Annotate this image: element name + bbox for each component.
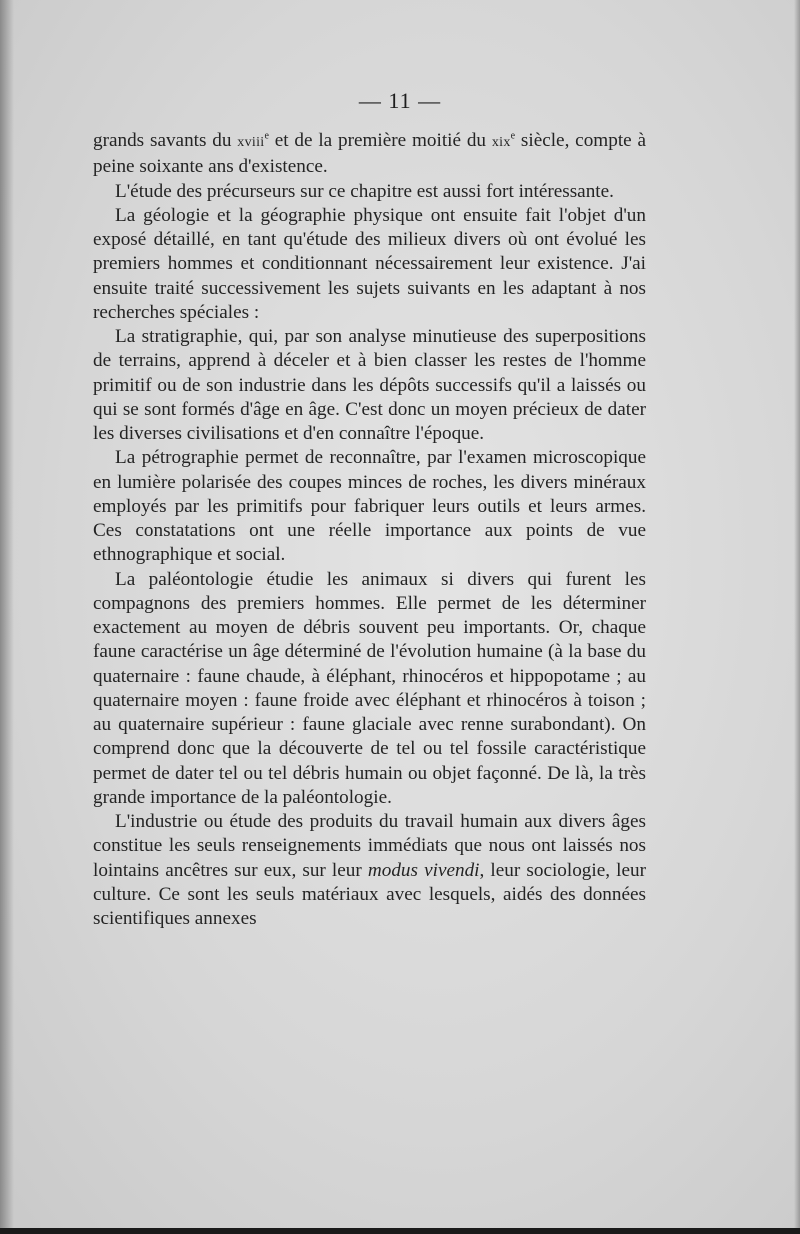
paragraph [93,810,646,931]
scan-border [0,1228,800,1234]
text-run: grands savants du [93,130,238,151]
page-number: — 11 — [358,88,442,113]
small-caps-text: xviii [237,135,265,150]
paragraph [93,129,646,180]
small-caps-text: xix [491,135,511,150]
text-run: La géologie et la géographie physique ont ensuite fait l'objet d'un exposé détaillé, en tant qu'étude des milieux divers où ont évolué les premiers hommes et conditionnant nécessairement leur existence. J'ai ensuite traité successivement les sujets suivants en les adaptant à nos recherches spéciales : [93,204,646,323]
text-run: L'industrie ou étude des produits du travail humain aux divers âges constitue les seuls renseignements immédiats que nous ont laissés nos lointains ancêtres sur eux, sur leur [93,811,646,881]
text-run: siècle, compte à peine soixante ans d'existence. [93,130,646,178]
body-text [93,129,646,931]
text-run: La stratigraphie, qui, par son analyse minutieuse des superpositions de terrains, apprend à déceler et à bien classer les restes de l'homme primitif ou de son industrie dans les dépôts successifs qu'il a laissés ou qui se sont formés d'âge en âge. C'est donc un moyen précieux de dater les diverses civilisations et d'en connaître l'époque. [93,326,646,444]
text-run: La paléontologie étudie les animaux si divers qui furent les compagnons des premiers hommes. Elle permet de les déterminer exactement au moyen de débris souvent peu importants. Or, chaque faune caractérise un âge déterminé de l'évolution humaine (à la base du quaternaire : faune chaude, à éléphant, rhinocéros et hippopotame ; au quaternaire moyen : faune froide avec éléphant et rhinocéros à toison ; au quaternaire supérieur : faune glaciale avec renne surabondant). On comprend donc que la découverte de tel ou tel fossile caractéristique permet de dater tel ou tel débris humain ou objet façonné. De là, la très grande importance de la paléontologie. [93,568,646,808]
paragraph [93,180,646,204]
superscript: e [510,130,516,142]
superscript: e [264,130,269,142]
paragraph [93,446,646,567]
page-edge [794,0,800,1234]
paragraph [93,325,646,446]
paragraph [93,568,646,811]
text-run: La pétrographie permet de reconnaître, par l'examen microscopique en lumière polarisée des coupes minces de roches, les divers minéraux employés par les primitifs pour fabriquer leurs outils et leurs armes. Ces constatations ont une réelle importance aux points de vue ethnographique et social. [93,447,646,566]
text-run: , leur sociologie, leur culture. Ce sont les seuls matériaux avec lesquels, aidés des données scientifiques annexes [93,859,646,929]
italic-text: modus vivendi [367,859,480,881]
binding-shadow [0,0,14,1234]
paragraph [93,204,646,325]
text-run: L'étude des précurseurs sur ce chapitre est aussi fort intéressante. [115,180,614,202]
text-run: et de la première moitié du [268,130,492,151]
